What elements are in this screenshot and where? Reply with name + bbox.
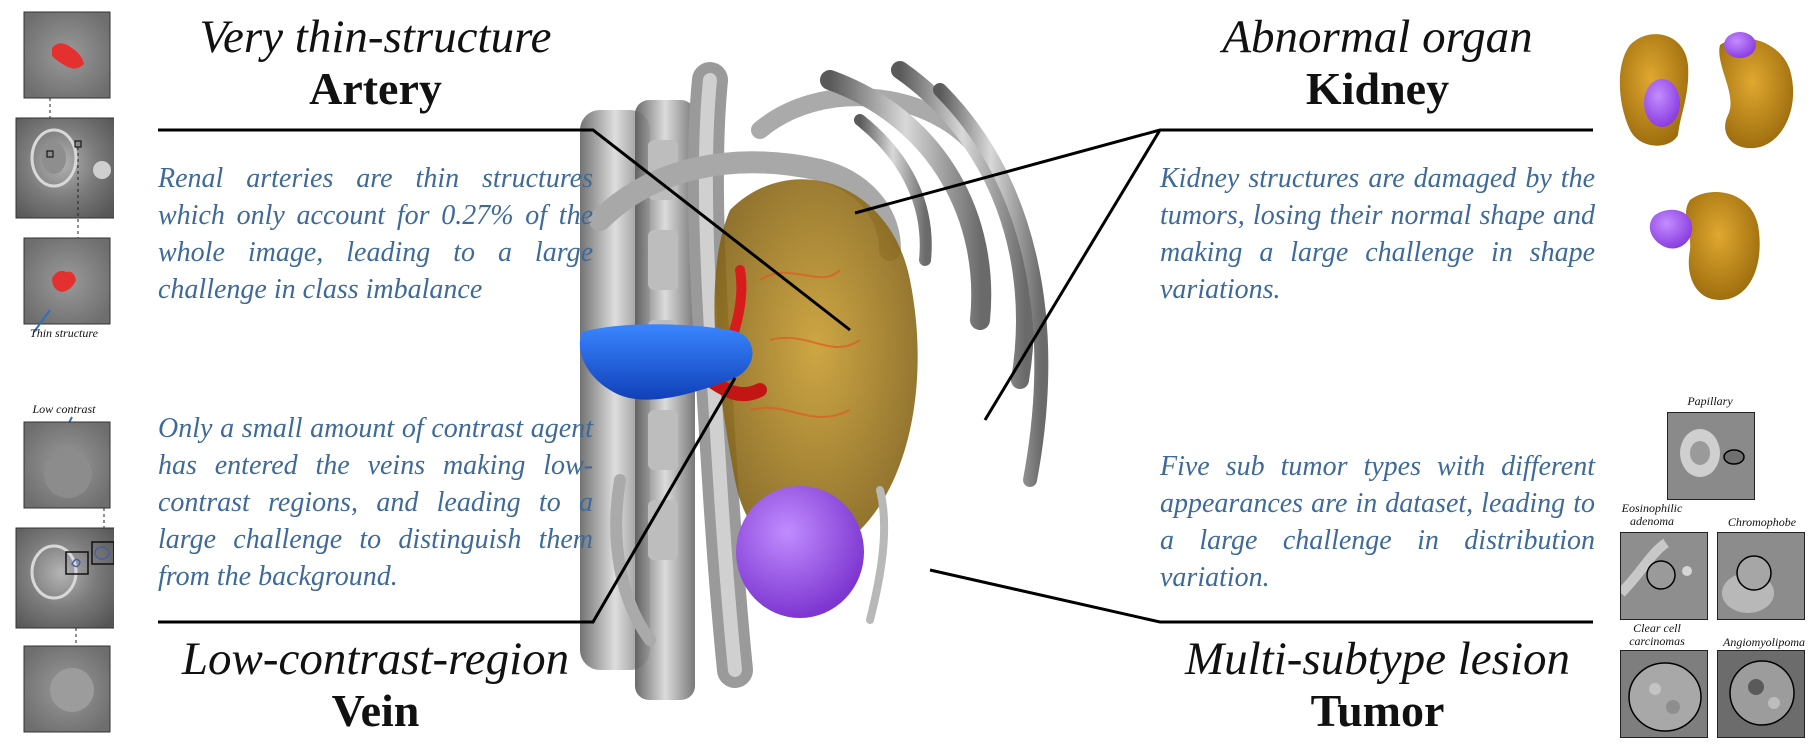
label-papillary: Papillary [1687, 394, 1733, 408]
label-eosinophilic: Eosinophilic adenoma [1621, 501, 1683, 528]
kidney-shape-2 [1719, 32, 1793, 148]
kidney-shape-3 [1650, 192, 1760, 300]
thin-structure-label: Thin structure [30, 326, 98, 340]
kidney-shape-examples [1610, 25, 1810, 315]
thumb-clear-cell [1620, 650, 1708, 738]
tumor-subtitle: Multi-subtype lesion [1184, 633, 1571, 685]
thumb-eosinophilic [1620, 532, 1708, 620]
label-angiomyolipoma: Angiomyolipoma [1723, 635, 1805, 649]
thumb-papillary [1667, 412, 1755, 500]
artery-subtitle: Very thin-structure [199, 11, 552, 63]
tumor-title: Tumor [1310, 685, 1445, 736]
thumb-chromophobe [1717, 532, 1805, 620]
artery-description: Renal arteries are thin structures which only account for 0.27% of the whole image, leading to a large challenge in class imbalance [158, 163, 593, 305]
kidney-shape-1 [1620, 34, 1688, 146]
kidney-description: Kidney structures are damaged by the tumors, losing their normal shape and making a large challenge in shape variations. [1160, 163, 1595, 305]
vein-subtitle: Low-contrast-region [181, 633, 570, 685]
kidney-title: Kidney [1305, 63, 1450, 114]
label-clear-cell: Clear cell carcinomas [1629, 621, 1685, 648]
vein-description: Only a small amount of contrast agent has entered the veins making low-contrast regions, and leading to a large challenge to distinguish them from the background. [158, 413, 593, 592]
kidney-subtitle: Abnormal organ [1222, 11, 1533, 63]
thumb-angiomyolipoma [1717, 650, 1805, 738]
label-chromophobe: Chromophobe [1727, 515, 1797, 529]
artery-title: Artery [309, 63, 442, 114]
low-contrast-label: Low contrast [32, 402, 96, 416]
vein-title: Vein [331, 685, 420, 736]
tumor-description: Five sub tumor types with different appearances are in dataset, leading to a large challenge in distribution variation. [1160, 451, 1595, 593]
